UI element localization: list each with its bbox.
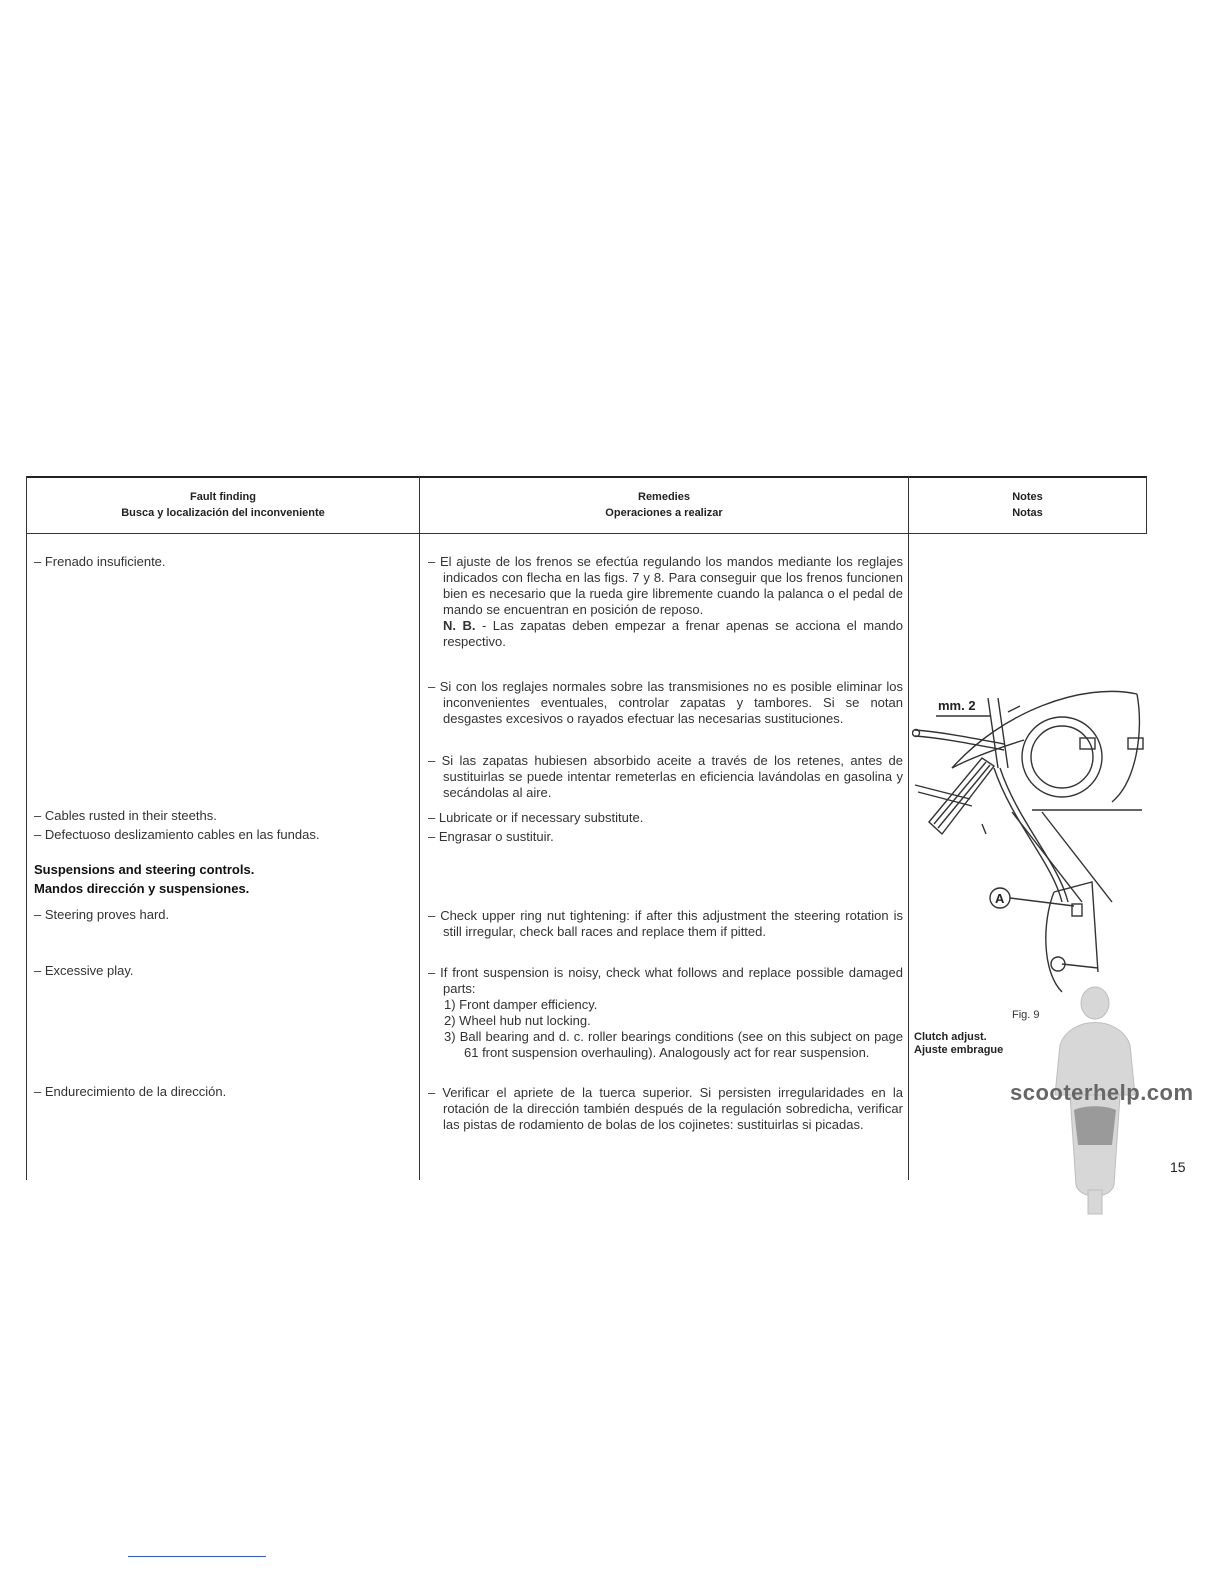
callout-a-label: A [995,891,1005,906]
bottom-link-underline [128,1556,266,1557]
fault-item: – Cables rusted in their steeths. [34,808,217,823]
header-notes-en: Notes [1012,491,1043,503]
fault-item: – Endurecimiento de la dirección. [34,1084,227,1099]
dimension-label: mm. 2 [938,698,976,713]
remedy-text: – Si las zapatas hubiesen absorbido aceite a través de los retenes, antes de sustituirlas se puede intentar remeterlas en eficiencia lavándolas en gasolina y secándolas al aire. [428,753,903,800]
remedy-text: – Verificar el apriete de la tuerca superior. Si persisten irregularidades en la rotación de la dirección también después de la regulación sobredicha, verificar las pistas de rodamiento de bolas de los cojinetes: sustituirlas si picadas. [428,1085,903,1132]
table-top-rule [26,476,1147,478]
remedy-text: – Engrasar o sustituir. [428,829,554,844]
page-number: 15 [1170,1159,1186,1175]
fault-item: – Defectuoso deslizamiento cables en las fundas. [34,827,320,842]
clutch-adjust-figure [912,672,1146,1002]
remedy-block [428,1085,903,1133]
remedy-block [428,753,903,801]
table-left-border [26,476,27,1180]
remedy-block [428,829,903,845]
remedy-block [428,965,903,1061]
header-fault-finding [27,489,419,521]
table-header-rule [26,533,1147,534]
remedy-subitem: 3) Ball bearing and d. c. roller bearings conditions (see on this subject on page 61 front suspension overhauling). Analogously act for rear suspension. [444,1029,903,1060]
figure-caption-en: Clutch adjust. [914,1031,987,1043]
fault-item: – Steering proves hard. [34,907,170,922]
table-right-border [1146,476,1147,534]
header-remedies [420,489,908,521]
remedy-block [428,554,903,650]
section-heading-es: Mandos dirección y suspensiones. [34,881,250,896]
watermark-text: scooterhelp.com [1010,1080,1194,1105]
remedy-block [428,908,903,940]
remedy-note [428,618,903,650]
figure-caption-es: Ajuste embrague [914,1044,1004,1056]
header-notes [909,489,1146,521]
remedy-block [428,679,903,727]
fault-item: – Frenado insuficiente. [34,554,166,569]
column-divider-1 [419,476,420,1180]
remedy-subitem: 2) Wheel hub nut locking. [444,1013,591,1028]
remedy-block [428,810,903,826]
fault-item: – Excessive play. [34,963,134,978]
figure-number: Fig. 9 [1012,1009,1040,1021]
header-fault-es: Busca y localización del inconveniente [121,507,325,519]
header-fault-en: Fault finding [190,491,256,503]
nb-label: N. B. [443,618,476,633]
remedy-text: – Lubricate or if necessary substitute. [428,810,644,825]
header-remedies-en: Remedies [638,491,690,503]
remedy-text: – El ajuste de los frenos se efectúa regulando los mandos mediante los reglajes indicados con flecha en las figs. 7 y 8. Para conseguir que los frenos funcionen bien es necesario que la rueda gire libremente cuando la palanca o el pedal de mando se encuentran en posición de reposo. [428,554,903,617]
header-remedies-es: Operaciones a realizar [605,507,723,519]
remedy-text: – Si con los reglajes normales sobre las transmisiones no es posible eliminar los inconvenientes eventuales, controlar zapatas y tambores. Si se notan desgastes excesivos o rayados efectuar las necesarias sustituciones. [428,679,903,726]
nb-text: - Las zapatas deben empezar a frenar apenas se acciona el mando respectivo. [443,618,903,649]
column-divider-2 [908,476,909,1180]
remedy-text: – If front suspension is noisy, check what follows and replace possible damaged parts: [428,965,903,996]
section-heading-en: Suspensions and steering controls. [34,862,255,877]
remedy-text: – Check upper ring nut tightening: if after this adjustment the steering rotation is still irregular, check ball races and replace them if pitted. [428,908,903,939]
remedy-subitem: 1) Front damper efficiency. [444,997,598,1012]
header-notes-es: Notas [1012,507,1043,519]
